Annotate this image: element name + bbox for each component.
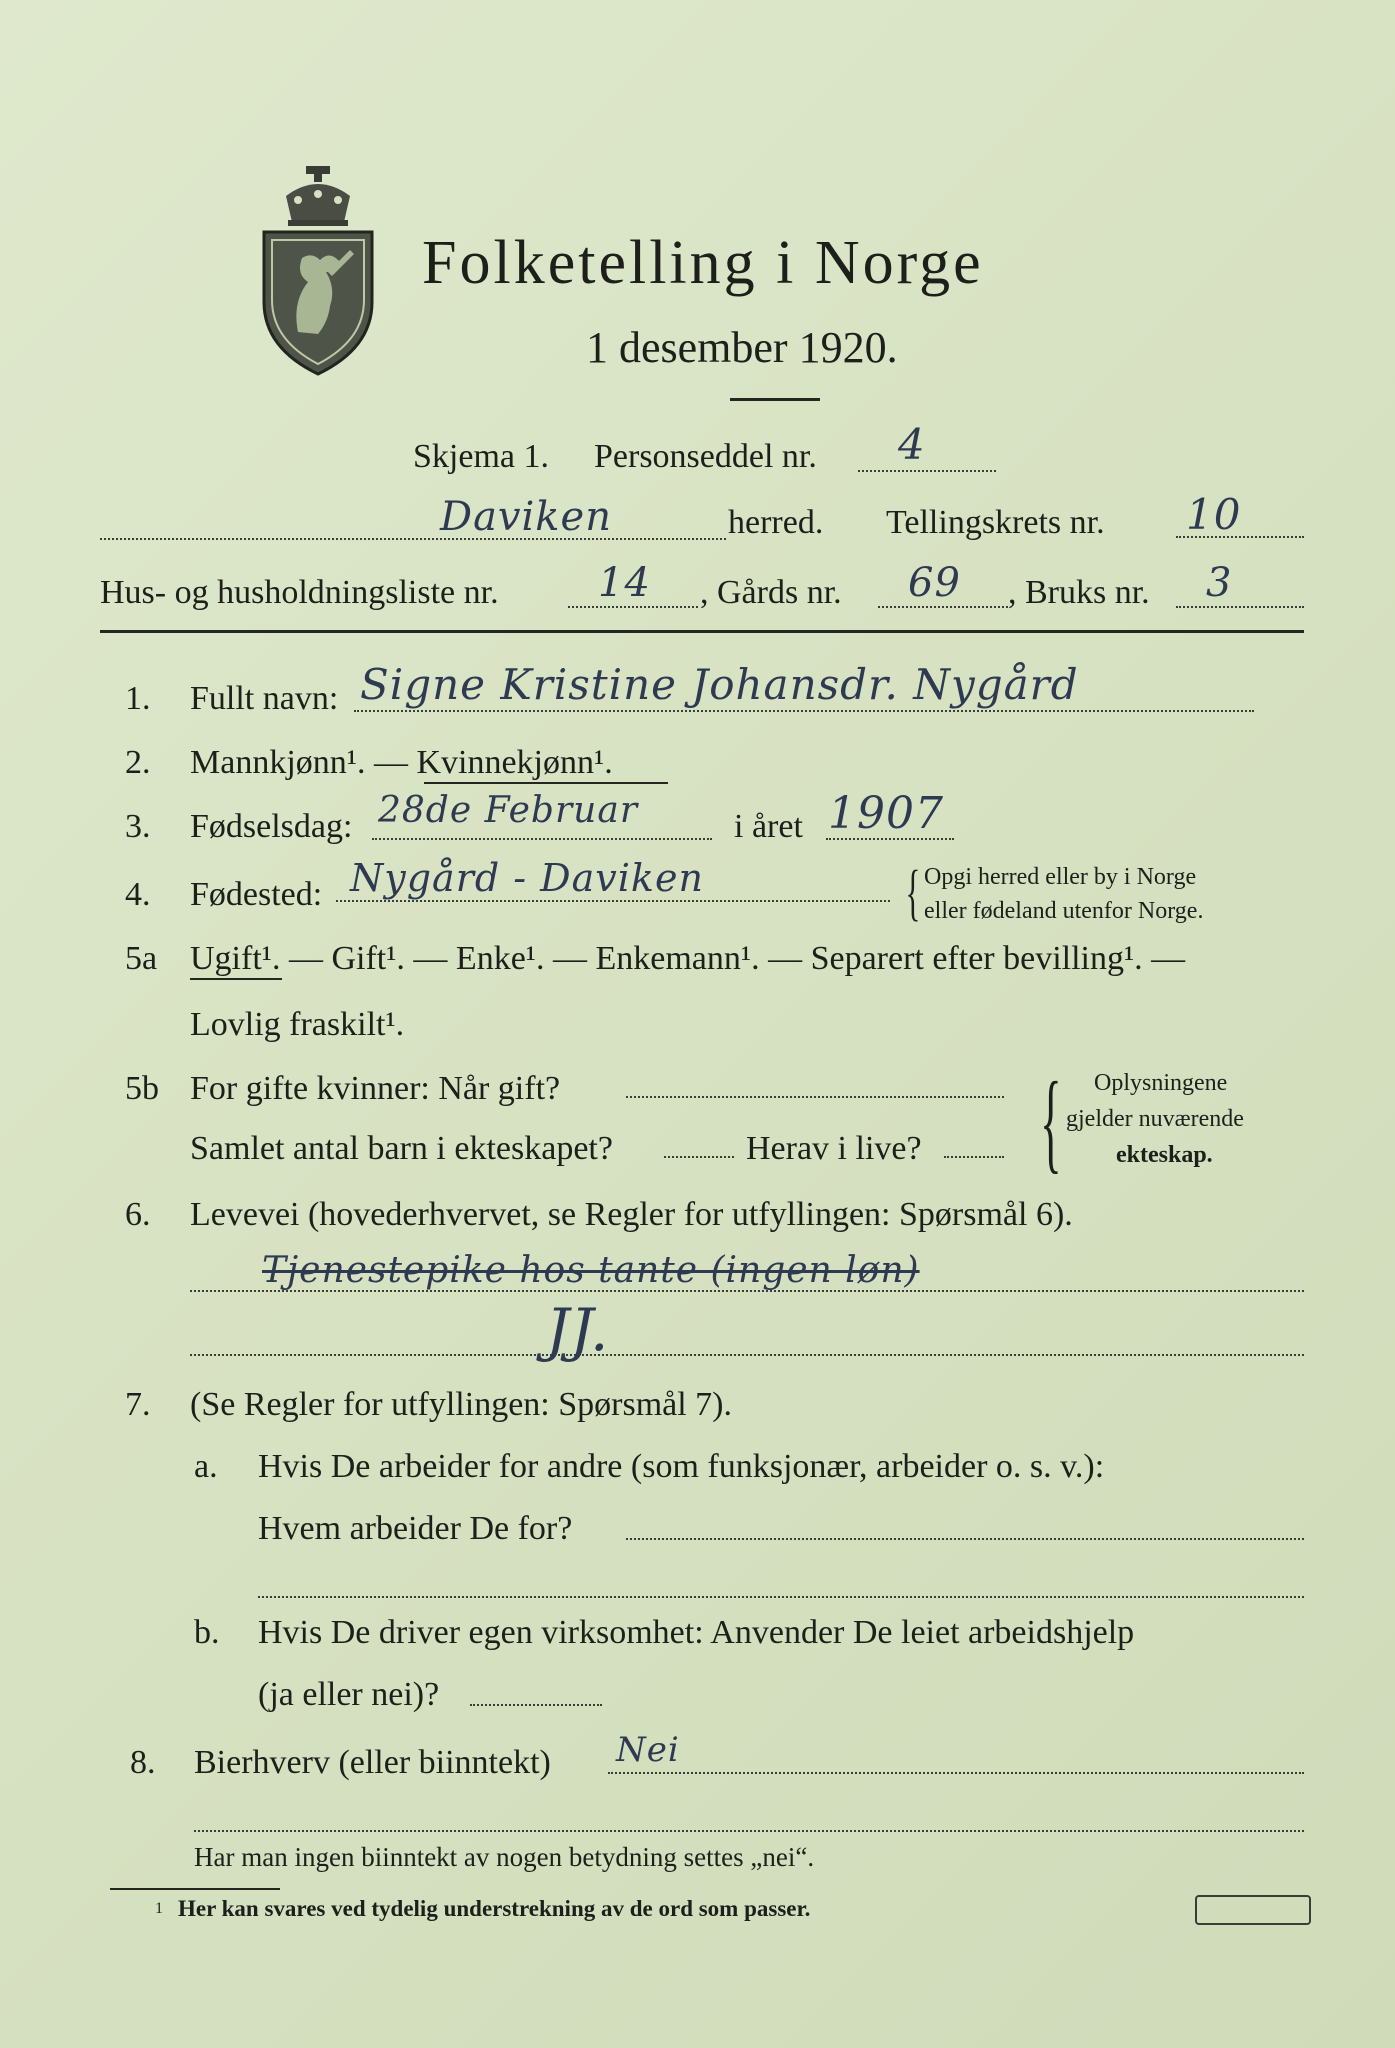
hus-line xyxy=(568,606,698,608)
q2-underline xyxy=(424,782,668,784)
bruks-value: 3 xyxy=(1206,560,1233,606)
personseddel-label: Personseddel nr. xyxy=(594,438,817,475)
norway-coat-of-arms-icon xyxy=(258,162,378,377)
q2-number: 2. xyxy=(125,744,151,781)
footnote-divider xyxy=(110,1888,280,1890)
q1-label: Fullt navn: xyxy=(190,680,339,717)
footnote-mark: 1 xyxy=(155,1900,163,1917)
q8-label: Bierhverv (eller biinntekt) xyxy=(194,1744,551,1781)
q1-number: 1. xyxy=(125,680,151,717)
gards-line xyxy=(878,606,1008,608)
bruks-line xyxy=(1176,606,1304,608)
q5b-line-2b: Herav i live? xyxy=(746,1130,922,1167)
q5b-note-1: Oplysningene xyxy=(1094,1070,1228,1096)
q8-note: Har man ingen biinntekt av nogen betydning settes „nei“. xyxy=(194,1842,815,1872)
q3-line xyxy=(372,838,712,840)
q4-brace: { xyxy=(905,859,921,927)
q7-label: (Se Regler for utfyllingen: Spørsmål 7). xyxy=(190,1386,733,1423)
q7a-letter: a. xyxy=(194,1448,218,1485)
q4-line xyxy=(336,900,890,902)
q8-line xyxy=(608,1772,1304,1774)
q6-label: Levevei (hovederhvervet, se Regler for utfyllingen: Spørsmål 6). xyxy=(190,1196,1073,1233)
q7b-letter: b. xyxy=(194,1614,220,1651)
section-divider xyxy=(100,630,1304,633)
q1-line xyxy=(354,710,1254,712)
q3-label: Fødselsdag: xyxy=(190,808,353,845)
herred-line xyxy=(100,538,726,540)
herred-value: Daviken xyxy=(440,494,612,540)
q6-line-2 xyxy=(190,1354,1304,1356)
footnote-text: Her kan svares ved tydelig understrekning av de ord som passer. xyxy=(178,1896,811,1921)
q8-value: Nei xyxy=(616,1730,680,1770)
q3-year-value: 1907 xyxy=(828,788,944,839)
q5a-line-1: Ugift¹. — Gift¹. — Enke¹. — Enkemann¹. — Separert efter bevilling¹. — xyxy=(190,940,1186,977)
q3-value: 28de Februar xyxy=(378,790,639,831)
q5b-brace: { xyxy=(1040,1060,1062,1184)
q8-line-extra xyxy=(194,1830,1304,1832)
q4-number: 4. xyxy=(125,876,151,913)
skjema-label: Skjema 1. xyxy=(413,438,549,475)
q8-number: 8. xyxy=(130,1744,156,1781)
q6-value: Tjenestepike hos tante (ingen løn) xyxy=(262,1250,920,1291)
q4-note-1: Opgi herred eller by i Norge xyxy=(924,864,1197,890)
q7a-line-extra xyxy=(258,1596,1304,1598)
q4-value: Nygård - Daviken xyxy=(350,856,704,900)
q3-year-label: i året xyxy=(734,808,803,845)
q7b-line-2: (ja eller nei)? xyxy=(258,1676,440,1713)
herred-label: herred. xyxy=(728,504,824,541)
hus-value: 14 xyxy=(598,560,651,606)
q2-label: Mannkjønn¹. — Kvinnekjønn¹. xyxy=(190,744,613,781)
q6-number: 6. xyxy=(125,1196,151,1233)
q5a-line-2: Lovlig fraskilt¹. xyxy=(190,1006,405,1043)
q7a-line xyxy=(626,1538,1304,1540)
q7b-line xyxy=(470,1704,602,1706)
personseddel-value: 4 xyxy=(898,420,926,469)
q6-initials: JJ. xyxy=(546,1296,610,1364)
form-date: 1 desember 1920. xyxy=(586,323,898,372)
q5b-number: 5b xyxy=(125,1070,159,1107)
header-divider xyxy=(730,398,820,401)
q5b-note-3: ekteskap. xyxy=(1116,1142,1213,1168)
q5b-barn-line xyxy=(664,1156,734,1158)
q1-value: Signe Kristine Johansdr. Nygård xyxy=(360,660,1079,709)
q5b-line-2a: Samlet antal barn i ekteskapet? xyxy=(190,1130,613,1167)
q4-label: Fødested: xyxy=(190,876,323,913)
q5a-number: 5a xyxy=(125,940,158,977)
gards-label: , Gårds nr. xyxy=(700,574,842,611)
hus-label: Hus- og husholdningsliste nr. xyxy=(100,574,499,611)
printer-stamp xyxy=(1195,1895,1311,1925)
q4-note-2: eller fødeland utenfor Norge. xyxy=(924,898,1204,924)
q7a-line-2: Hvem arbeider De for? xyxy=(258,1510,573,1547)
gards-value: 69 xyxy=(908,560,961,606)
q3-number: 3. xyxy=(125,808,151,845)
personseddel-line xyxy=(858,470,996,472)
q5a-underline xyxy=(190,978,282,980)
q7-number: 7. xyxy=(125,1386,151,1423)
q5b-gift-line xyxy=(626,1096,1004,1098)
q5b-note-2: gjelder nuværende xyxy=(1066,1106,1244,1132)
tellingskrets-label: Tellingskrets nr. xyxy=(886,504,1105,541)
form-title: Folketelling i Norge xyxy=(422,229,984,297)
q5b-live-line xyxy=(944,1156,1004,1158)
bruks-label: , Bruks nr. xyxy=(1008,574,1150,611)
q7b-line-1: Hvis De driver egen virksomhet: Anvender De leiet arbeidshjelp xyxy=(258,1614,1135,1651)
tellingskrets-value: 10 xyxy=(1186,490,1242,539)
q7a-line-1: Hvis De arbeider for andre (som funksjonær, arbeider o. s. v.): xyxy=(258,1448,1105,1485)
q5b-line-1: For gifte kvinner: Når gift? xyxy=(190,1070,561,1107)
